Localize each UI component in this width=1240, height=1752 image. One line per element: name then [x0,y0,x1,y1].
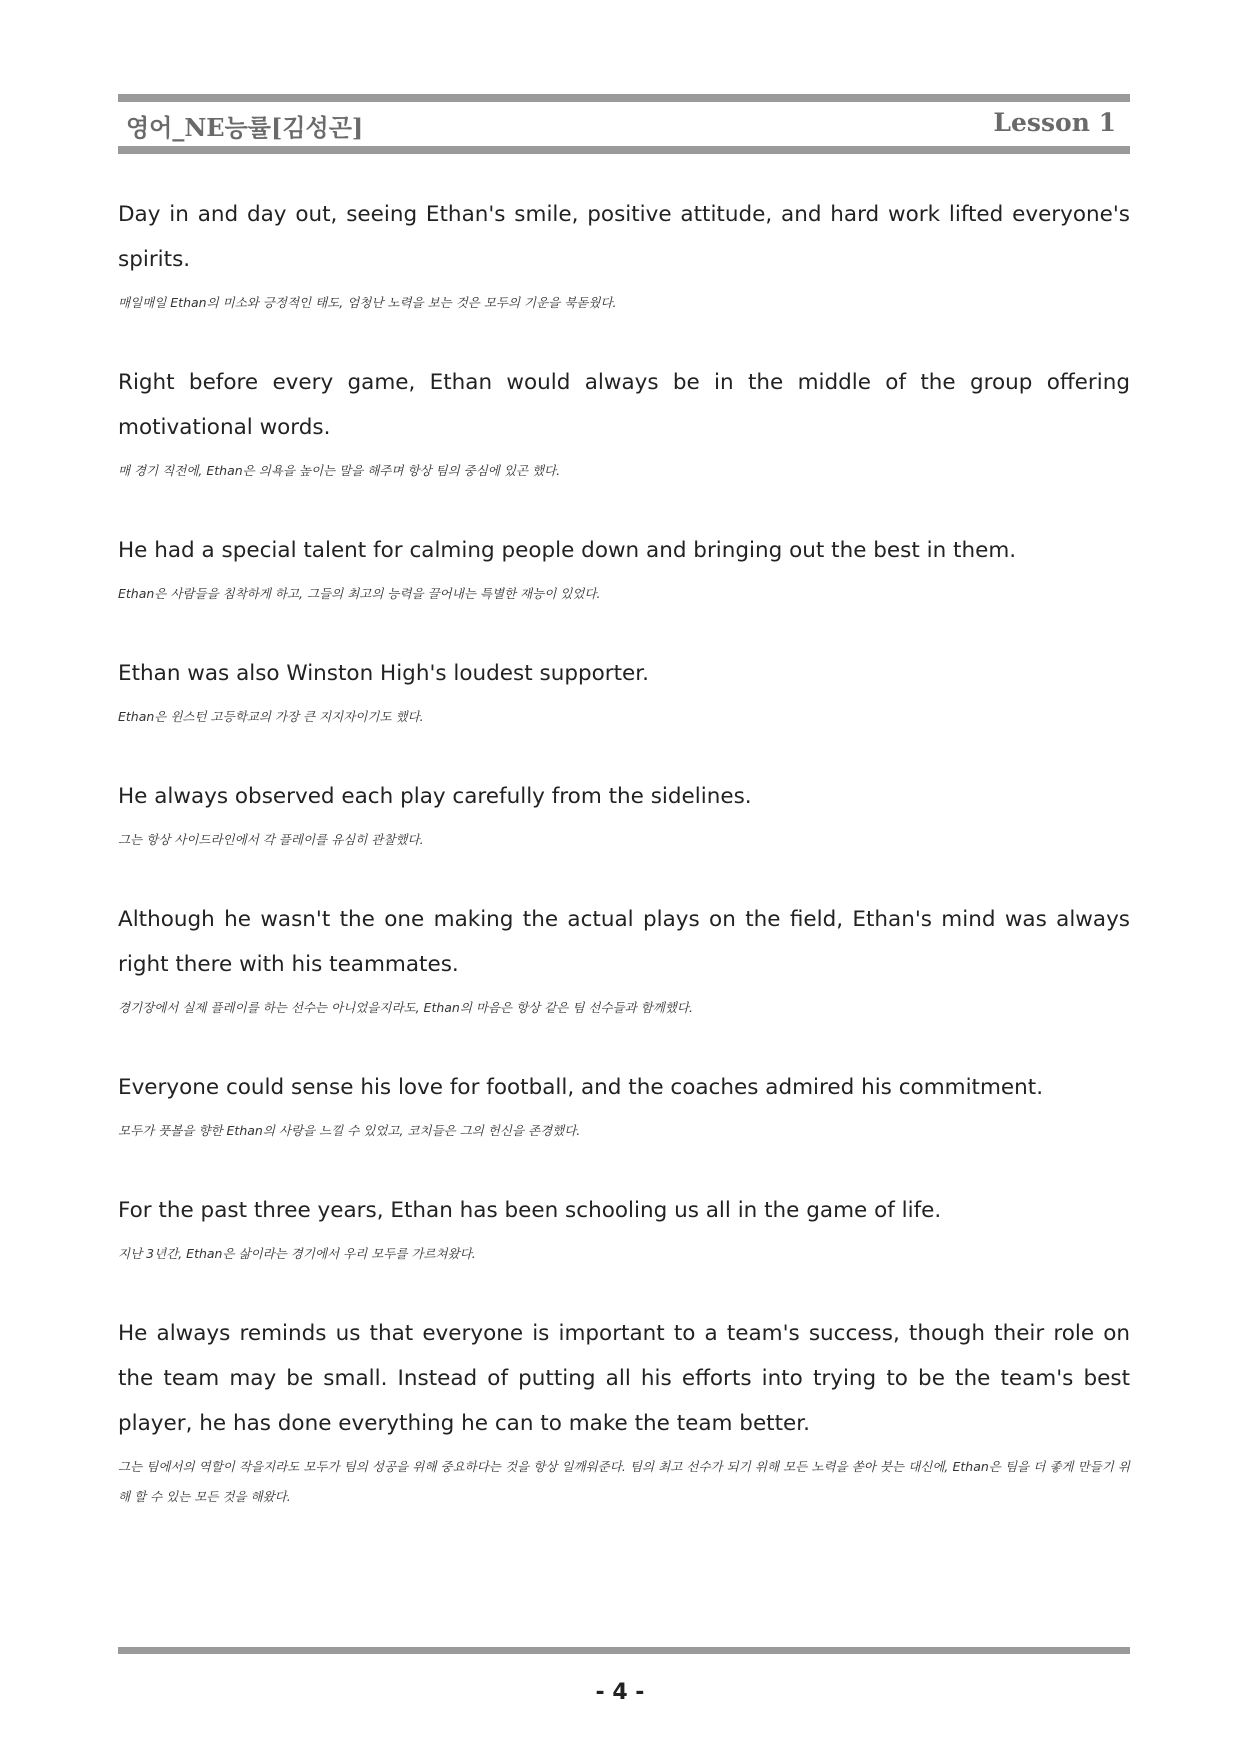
header-bottom-rule [118,146,1130,154]
korean-translation: 그는 항상 사이드라인에서 각 플레이를 유심히 관찰했다. [118,832,424,847]
sentence-pair [118,528,1130,609]
english-sentence: Ethan was also Winston High's loudest supporter. [118,661,649,686]
english-sentence: He always reminds us that everyone is important to a team's success, though their role on the team may be small. Instead of putting all his efforts into trying to be the team's best player, he has done everything he can to make the team better. [118,1321,1130,1436]
english-sentence: He had a special talent for calming people down and bringing out the best in them. [118,538,1017,563]
english-sentence: Everyone could sense his love for football, and the coaches admired his commitment. [118,1075,1044,1100]
english-sentence: Right before every game, Ethan would always be in the middle of the group offering motivational words. [118,370,1130,440]
sentence-pair [118,651,1130,732]
korean-translation: Ethan은 윈스턴 고등학교의 가장 큰 지지자이기도 했다. [118,709,424,724]
sentence-pair [118,1065,1130,1146]
english-sentence: Although he wasn't the one making the actual plays on the field, Ethan's mind was always right there with his teammates. [118,907,1130,977]
korean-translation: 경기장에서 실제 플레이를 하는 선수는 아니었을지라도, Ethan의 마음은 항상 같은 팀 선수들과 함께했다. [118,1000,693,1015]
sentence-pair [118,774,1130,855]
sentence-pair [118,1311,1130,1512]
sentence-pair [118,192,1130,318]
korean-translation: Ethan은 사람들을 침착하게 하고, 그들의 최고의 능력을 끌어내는 특별한 재능이 있었다. [118,586,601,601]
sentence-pair [118,1188,1130,1269]
page-header [118,94,1130,154]
page-number: - 4 - [595,1680,645,1705]
english-sentence: He always observed each play carefully from the sidelines. [118,784,752,809]
korean-translation: 지난 3년간, Ethan은 삶이라는 경기에서 우리 모두를 가르쳐왔다. [118,1246,476,1261]
sentence-pair [118,897,1130,1023]
korean-translation: 그는 팀에서의 역할이 작을지라도 모두가 팀의 성공을 위해 중요하다는 것을 항상 일깨워준다. 팀의 최고 선수가 되기 위해 모든 노력을 쏟아 붓는 대신에, Ethan은 팀을 더 좋게 만들기 위해 할 수 있는 모든 것을 해왔다. [118,1459,1130,1504]
sentence-list [118,192,1130,1554]
korean-translation: 매일매일 Ethan의 미소와 긍정적인 태도, 엄청난 노력을 보는 것은 모두의 기운을 북돋웠다. [118,295,617,310]
english-sentence: Day in and day out, seeing Ethan's smile, positive attitude, and hard work lifted everyone's spirits. [118,202,1130,272]
course-title: 영어_NE능률[김성곤] [126,113,364,142]
lesson-label: Lesson 1 [993,108,1116,137]
korean-translation: 매 경기 직전에, Ethan은 의욕을 높이는 말을 해주며 항상 팀의 중심에 있곤 했다. [118,463,561,478]
header-top-rule [118,94,1130,102]
english-sentence: For the past three years, Ethan has been schooling us all in the game of life. [118,1198,942,1223]
sentence-pair [118,360,1130,486]
footer-rule [118,1647,1130,1654]
korean-translation: 모두가 풋볼을 향한 Ethan의 사랑을 느낄 수 있었고, 코치들은 그의 헌신을 존경했다. [118,1123,581,1138]
